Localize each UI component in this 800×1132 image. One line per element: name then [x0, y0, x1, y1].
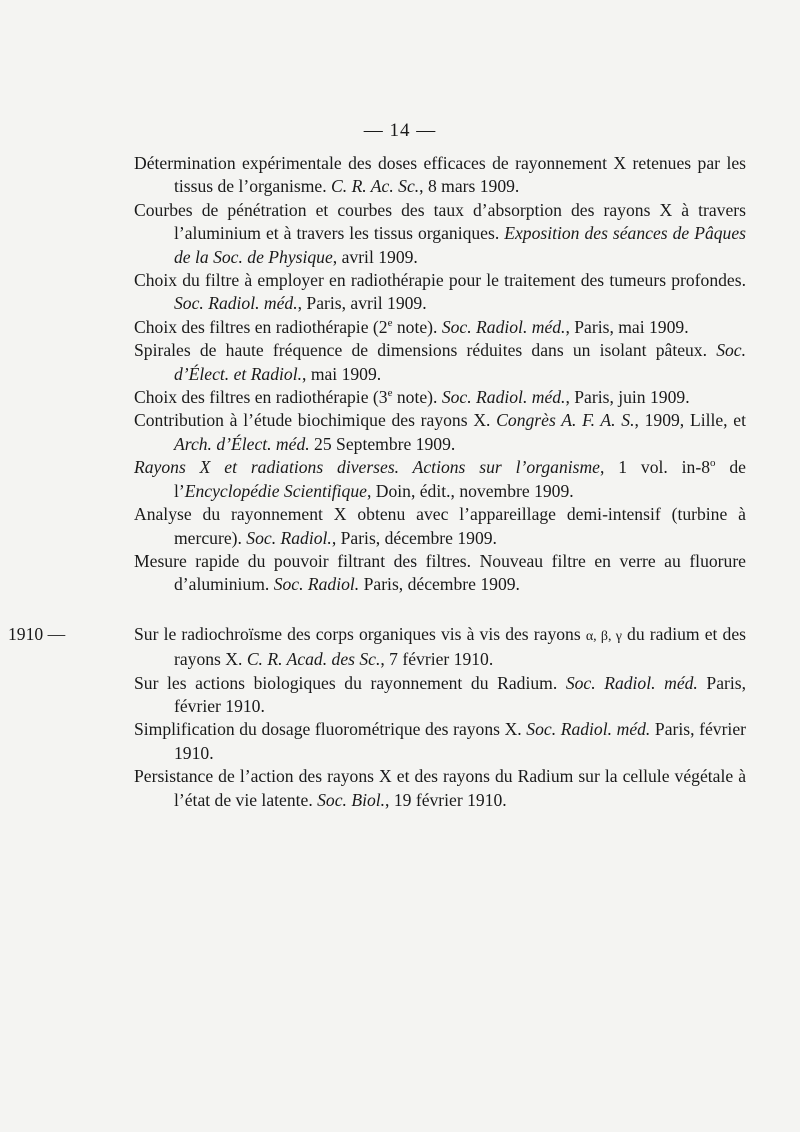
bibliography-entry: Sur les actions biologiques du rayonnement du Radium. Soc. Radiol. méd. Paris, février 1910.	[134, 672, 747, 716]
bibliography-entry: Détermination expérimentale des doses efficaces de rayonnement X retenues par les tissus de l’organisme. C. R. Ac. Sc., 8 mars 1909.	[134, 153, 746, 197]
bibliography-entry: Choix du filtre à employer en radiothérapie pour le traitement des tumeurs profondes. Soc. Radiol. méd., Paris, avril 1909.	[134, 270, 746, 314]
page-number: — 14 —	[363, 120, 437, 141]
bibliography-entry: Simplification du dosage fluorométrique des rayons X. Soc. Radiol. méd. Paris, février 1910.	[134, 719, 746, 763]
bibliography-entry: Courbes de pénétration et courbes des taux d’absorption des rayons X à travers l’aluminium et à travers les tissus organiques. Exposition des séances de Pâques de la Soc. de Physique, avril 1909.	[134, 199, 746, 267]
bibliography-entry: Choix des filtres en radiothérapie (3e note). Soc. Radiol. méd., Paris, juin 1909.	[134, 387, 690, 408]
bibliography-entry: Persistance de l’action des rayons X et des rayons du Radium sur la cellule végétale à l’état de vie latente. Soc. Biol., 19 février 1910.	[134, 766, 746, 810]
bibliography-entry: 1910 — Sur le radiochroïsme des corps organiques vis à vis des rayons α, β, γ du radium et des rayons X. C. R. Acad. des Sc., 7 février 1910.	[8, 623, 746, 670]
bibliography-entry: Mesure rapide du pouvoir filtrant des filtres. Nouveau filtre en verre au fluorure d’aluminium. Soc. Radiol. Paris, décembre 1909.	[134, 550, 746, 595]
bibliography-entry: Analyse du rayonnement X obtenu avec l’appareillage demi-intensif (turbine à mercure). Soc. Radiol., Paris, décembre 1909.	[134, 504, 746, 548]
bibliography-entry: Spirales de haute fréquence de dimensions réduites dans un isolant pâteux. Soc. d’Élect. et Radiol., mai 1909.	[134, 340, 746, 384]
year-heading: 1910 —	[8, 623, 66, 644]
bibliography-entry: Contribution à l’étude biochimique des rayons X. Congrès A. F. A. S., 1909, Lille, et Arch. d’Élect. méd. 25 Septembre 1909.	[134, 410, 746, 454]
bibliography-entry: Rayons X et radiations diverses. Actions sur l’organisme, 1 vol. in-8$^o$ de l’Encyclopédie Scientifique, Doin, édit., novembre 1909.	[134, 457, 746, 501]
bibliography-entry: Choix des filtres en radiothérapie (2e note). Soc. Radiol. méd., Paris, mai 1909.	[134, 316, 689, 337]
bibliography-list	[0, 152, 800, 812]
